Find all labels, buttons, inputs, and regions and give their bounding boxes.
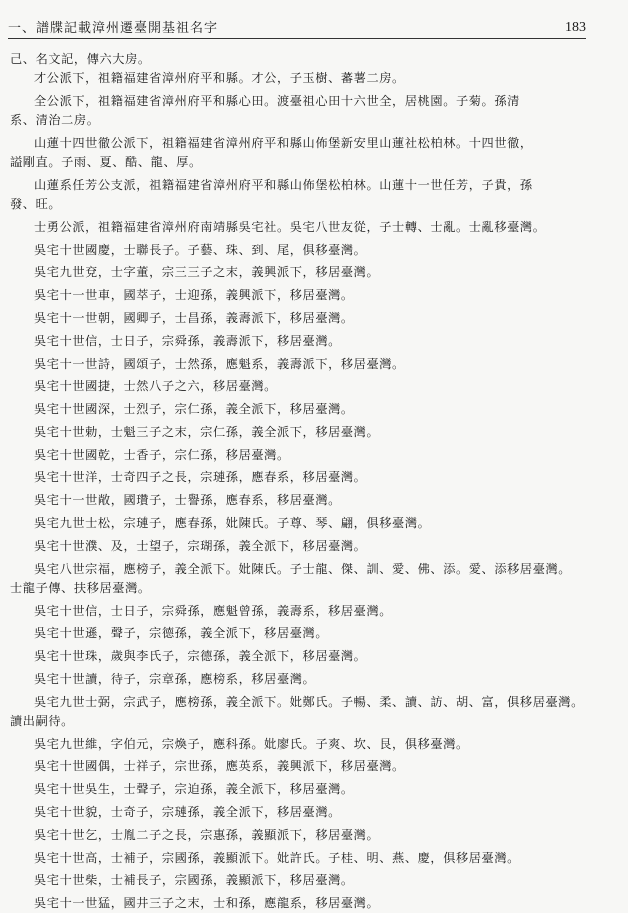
- text-line: 吳宅十世信，士日子，宗舜孫，義壽派下，移居臺灣。: [34, 333, 341, 348]
- text-line: 吳宅十世乞，士胤二子之長，宗惠孫，義顯派下，移居臺灣。: [34, 827, 380, 842]
- running-header: [8, 14, 586, 36]
- text-line: 吳宅十世高，士補子，宗國孫，義顯派下。妣許氏。子桂、明、燕、慶，俱移居臺灣。: [34, 850, 520, 865]
- text-line: 士龍子傳、扶移居臺灣。: [10, 580, 151, 595]
- text-line: 士勇公派，祖籍福建省漳州府南靖縣吳宅社。吳宅八世友從，子士轉、士亂。士亂移臺灣。: [34, 219, 546, 234]
- text-line: 吳宅十世洋，士奇四子之長，宗璉孫，應春系，移居臺灣。: [34, 470, 367, 485]
- chapter-title: 一、譜牒記載漳州遷臺開基祖名字: [8, 21, 219, 36]
- text-line: 吳宅九世士弼，宗武子，應榜孫，義全派下。妣鄭氏。子暢、柔、讀、訪、胡、富，俱移居臺灣。: [34, 694, 584, 709]
- text-line: 吳宅十世濮、及，士望子，宗瑚孫，義全派下，移居臺灣。: [34, 538, 367, 553]
- text-line: 謚剛直。子雨、夏、酷、龍、厚。: [10, 155, 202, 170]
- header-rule: [8, 38, 586, 39]
- page-number: 183: [565, 20, 586, 35]
- text-line: 吳宅十世國乾，士香子，宗仁孫，移居臺灣。: [34, 447, 290, 462]
- text-line: 吳宅十世國慶，士聯長子。子藝、珠、到、尾，俱移臺灣。: [34, 242, 367, 257]
- text-line: 吳宅九世兗，士字董，宗三三子之末，義興派下，移居臺灣。: [34, 265, 380, 280]
- text-line: 吳宅十一世敞，國瓚子，士譽孫，應春系，移居臺灣。: [34, 493, 341, 508]
- text-line: 吳宅十世讀，待子，宗章孫，應榜系，移居臺灣。: [34, 671, 316, 686]
- text-line: 吳宅十世珠，歲與李氏子，宗德孫，義全派下，移居臺灣。: [34, 649, 367, 664]
- text-line: 吳宅十世柴，士補長子，宗國孫，義顯派下，移居臺灣。: [34, 873, 354, 888]
- text-line: 吳宅十世勅，士魁三子之末，宗仁孫，義全派下，移居臺灣。: [34, 424, 380, 439]
- text-line: 吳宅十一世詩，國頌子，士然孫，應魁系，義壽派下，移居臺灣。: [34, 356, 405, 371]
- text-line: 發、旺。: [10, 197, 62, 212]
- text-line: 吳宅十世遜，聲子，宗德孫，義全派下，移居臺灣。: [34, 626, 329, 641]
- text-line: 吳宅十一世朝，國卿子，士昌孫，義壽派下，移居臺灣。: [34, 311, 354, 325]
- text-line: 吳宅十一世猛，國井三子之末，士和孫，應龍系，移居臺灣。: [34, 896, 380, 911]
- text-line: 吳宅十世吳生，士聲子，宗迫孫，義全派下，移居臺灣。: [34, 782, 354, 797]
- text-line: 吳宅十世國偶，士祥子，宗世孫，應英系，義興派下，移居臺灣。: [34, 759, 405, 774]
- text-line: 讀出嗣待。: [10, 713, 74, 728]
- text-line: 山蓮系任芳公支派，祖籍福建省漳州府平和縣山佈堡松柏林。山蓮十一世任芳，子貴，孫: [34, 177, 533, 192]
- text-line: 吳宅十一世車，國萃子，士迎孫，義興派下，移居臺灣。: [34, 288, 354, 303]
- text-line: 吳宅十世貌，士奇子，宗璉孫，義全派下，移居臺灣。: [34, 805, 341, 819]
- text-line: 吳宅十世國捷，士然八子之六，移居臺灣。: [34, 379, 277, 394]
- text-line: 全公派下，祖籍福建省漳州府平和縣心田。渡臺祖心田十六世全，居桃園。子菊。孫清: [34, 93, 520, 108]
- text-line: 吳宅九世士松，宗璉子，應春孫，妣陳氏。子尊、琴、翩，俱移臺灣。: [34, 516, 431, 531]
- text-line: 才公派下，祖籍福建省漳州府平和縣。才公，子玉樹、蕃薯二房。: [34, 71, 405, 86]
- text-line: 吳宅十世信，士日子，宗舜孫，應魁曾孫，義壽系，移居臺灣。: [34, 603, 393, 618]
- text-line: 山蓮十四世徹公派下，祖籍福建省漳州府平和縣山佈堡新安里山蓮社松柏林。十四世徹，: [34, 135, 533, 150]
- text-line: 吳宅九世維，字伯元，宗煥子，應科孫。妣廖氏。子爽、坎、艮，俱移臺灣。: [34, 736, 469, 751]
- text-line: 己、名文記，傳六大房。: [10, 52, 151, 66]
- text-line: 吳宅十世國深，士烈子，宗仁孫，義全派下，移居臺灣。: [34, 402, 354, 417]
- body-text: [10, 50, 590, 913]
- text-line: 吳宅八世宗福，應榜子，義全派下。妣陳氏。子士龍、傑、訓、愛、佛、添。愛、添移居臺灣。: [34, 561, 572, 576]
- text-line: 系、清治二房。: [10, 113, 100, 128]
